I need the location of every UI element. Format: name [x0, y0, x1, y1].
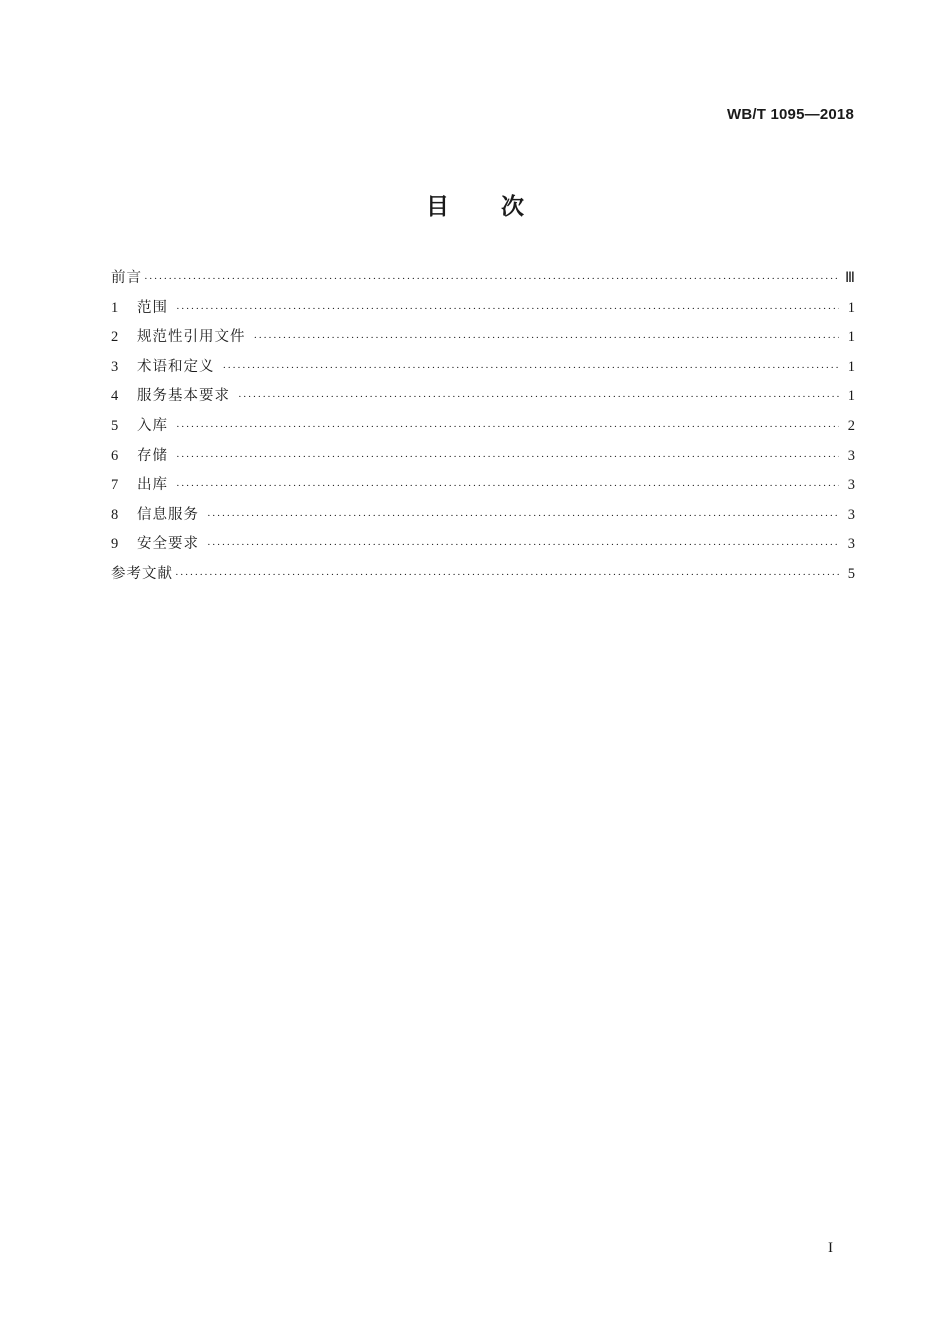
toc-entry-label: 存储	[137, 447, 168, 464]
page-title: 目次	[426, 194, 576, 220]
toc-leader-dots	[176, 295, 839, 325]
page-number: I	[828, 1240, 833, 1256]
toc-entry[interactable]	[111, 353, 855, 383]
toc-entry-label: 范围	[137, 299, 168, 316]
toc-entry[interactable]	[111, 323, 855, 353]
toc-entry-label: 规范性引用文件	[137, 329, 246, 346]
toc-entry-number: 7	[111, 477, 119, 494]
toc-entry-number: 4	[111, 388, 119, 405]
toc-leader-dots	[176, 443, 839, 473]
toc-entry-number: 8	[111, 506, 119, 523]
toc-entry[interactable]	[111, 471, 855, 501]
toc-entry-page: 3	[847, 477, 855, 494]
toc-entry[interactable]	[111, 382, 855, 412]
toc-entry-page: Ⅲ	[845, 270, 855, 286]
toc-entry-page: 1	[847, 358, 855, 375]
toc-leader-dots	[238, 383, 839, 413]
table-of-contents	[111, 264, 855, 590]
toc-entry[interactable]	[111, 442, 855, 472]
toc-entry[interactable]	[111, 560, 855, 590]
toc-entry-label: 服务基本要求	[137, 388, 230, 405]
toc-entry-page: 3	[847, 447, 855, 464]
toc-entry-number: 3	[111, 358, 119, 375]
toc-entry-number: 1	[111, 299, 119, 316]
toc-leader-dots	[207, 502, 839, 532]
toc-entry-number: 6	[111, 447, 119, 464]
toc-entry-label: 前言	[111, 270, 142, 286]
toc-entry-page: 3	[847, 536, 855, 553]
standard-code: WB/T 1095—2018	[726, 106, 854, 123]
toc-leader-dots	[254, 324, 840, 354]
toc-leader-dots	[144, 265, 837, 295]
toc-leader-dots	[176, 472, 839, 502]
toc-entry-page: 2	[847, 417, 855, 434]
toc-entry-number: 5	[111, 417, 119, 434]
toc-entry-page: 3	[847, 506, 855, 523]
toc-entry-number: 9	[111, 536, 119, 553]
toc-entry-page: 1	[847, 329, 855, 346]
toc-entry-label: 参考文献	[111, 565, 173, 582]
toc-entry[interactable]	[111, 264, 855, 294]
toc-entry[interactable]	[111, 530, 855, 560]
toc-entry[interactable]	[111, 501, 855, 531]
toc-leader-dots	[176, 413, 839, 443]
toc-leader-dots	[223, 354, 840, 384]
toc-entry[interactable]	[111, 412, 855, 442]
toc-entry-label: 入库	[137, 417, 168, 434]
toc-entry-label: 出库	[137, 477, 168, 494]
toc-entry-label: 术语和定义	[137, 358, 215, 375]
toc-leader-dots	[207, 531, 839, 561]
toc-entry-page: 5	[847, 565, 855, 582]
toc-entry-label: 安全要求	[137, 536, 199, 553]
toc-entry-page: 1	[847, 388, 855, 405]
toc-leader-dots	[175, 561, 839, 591]
toc-entry-page: 1	[847, 299, 855, 316]
toc-entry[interactable]	[111, 294, 855, 324]
toc-entry-label: 信息服务	[137, 506, 199, 523]
toc-entry-number: 2	[111, 329, 119, 346]
